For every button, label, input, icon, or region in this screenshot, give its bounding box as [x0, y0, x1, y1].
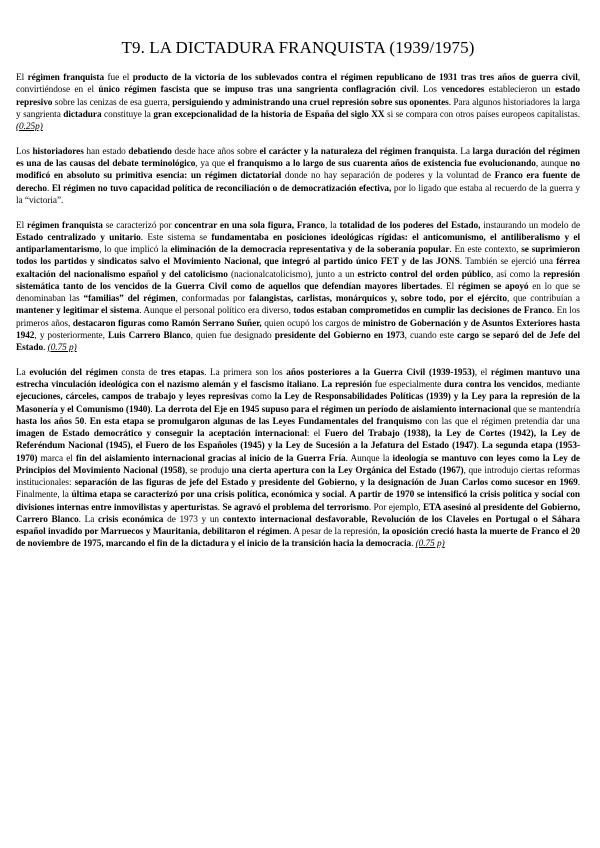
bold-text: eliminación de la democracia representativa y de la soberanía popular [170, 245, 450, 255]
bold-text: régimen franquista [27, 220, 103, 231]
text: . Los [416, 85, 442, 96]
paragraph-4 [16, 367, 580, 551]
text: . [316, 380, 322, 390]
text: , el [474, 367, 491, 378]
text: como [248, 392, 275, 403]
bold-text: producto de la victoria de los sublevados contra el régimen republicano de 1931 tras tres años de guerra civil [132, 73, 578, 83]
text: donde no hay separación de poderes y la voluntad de [281, 171, 495, 182]
bold-text: régimen franquista [27, 73, 105, 83]
bold-text: hasta los años 50 [16, 416, 85, 427]
bold-text: persiguiendo y administrando una cruel represión sobre sus oponentes [172, 97, 449, 108]
text: desde hace años sobre [171, 146, 260, 157]
text: . Por ejemplo, [368, 502, 423, 513]
bold-text: el franquismo a lo largo de sus cuarenta años de existencia fue evolucionando [227, 159, 536, 169]
text: , conformadas por [175, 294, 250, 304]
bold-text: Luis Carrero Blanco [108, 330, 191, 341]
text: que se mantendría [510, 404, 581, 415]
bold-text: La segunda etapa (1953-1970) [16, 441, 580, 464]
bold-text: A partir de 1970 se intensificó la crisis política y social con divisiones internas entre inmovilistas y aperturistas [16, 490, 581, 513]
bold-text: “familias” del régimen [83, 294, 176, 304]
text: La [16, 367, 30, 378]
text: . Aunque el personal político era diverso, [139, 306, 294, 317]
bold-text: la oposición creció hasta la muerte de Franco el 20 de noviembre de 1975, marcando el fin de la dictadura y el inicio de la transición hacia la democracia [16, 527, 581, 550]
bold-text: único régimen fascista que se impuso tras una sangrienta conflagración civil [98, 85, 417, 96]
text: . [43, 343, 48, 353]
text: . En este contexto, [449, 245, 522, 255]
text: . Para algunos historiadores la larga y sangrienta [16, 97, 580, 120]
text: marca el [37, 453, 76, 464]
text: , y posteriormente, [34, 330, 109, 341]
text: se caracterizó por [102, 220, 175, 231]
bold-text: contexto internacional desfavorable, Revolución de los Claveles en Portugal o el Sáhara español invadido por Marruecos y Mauritania, debilitaron el régimen [16, 514, 580, 537]
text: . La primera son los [204, 367, 287, 378]
text: El [16, 73, 28, 83]
document-title: T9. LA DICTADURA FRANQUISTA (1939/1975) [121, 38, 475, 57]
text: . El [440, 281, 458, 292]
text: : el [306, 429, 325, 439]
bold-text: Estado centralizado y unitario [16, 232, 141, 243]
bold-text: totalidad de los poderes del Estado, [339, 220, 481, 231]
text: por lo ligado que estaba al recuerdo de la guerra y la “victoria”. [16, 183, 580, 206]
text: . La [78, 514, 98, 525]
bold-text: represión sistemática tanto de los vencidos de la Guerra Civil como de aquellos que defendían mayores libertades [16, 269, 580, 292]
score-note: (0.75 p) [415, 539, 445, 550]
bold-text: cargo se separó del de Jefe del Estado [16, 330, 580, 353]
bold-text: tres etapas [160, 367, 205, 378]
text: , así como la [490, 269, 544, 280]
bold-text: estado represivo [16, 85, 581, 108]
text: , mediante [541, 380, 580, 390]
bold-text: régimen mantuvo una estrecha vinculación ideológica con el nazismo alemán y el fascismo italiano [16, 367, 580, 390]
bold-text: destacaron figuras como Ramón Serrano Suñer, [72, 318, 262, 329]
text: , lo que implicó la [99, 245, 171, 255]
document-body [16, 72, 580, 551]
text: . [84, 416, 90, 427]
text: , que contribuían a [506, 294, 580, 304]
text: consta de [117, 367, 161, 378]
text: , que introdujo ciertas reformas institucionales: [16, 465, 580, 488]
bold-text: debatiendo [128, 146, 172, 157]
bold-text: ideología se mantuvo con leyes como la Ley de Principios del Movimiento Nacional (1958) [16, 453, 581, 476]
bold-text: La derrota del Eje en 1945 supuso para el régimen un período de aislamiento internacional [155, 404, 511, 415]
text: sobre las cenizas de esa guerra, [52, 97, 173, 108]
bold-text: el carácter y la naturaleza del régimen franquista [259, 146, 456, 157]
text: . A pesar de la represión, [289, 527, 383, 537]
text: . También se ejerció una [459, 257, 557, 268]
bold-text: estricto control del orden público [357, 269, 491, 280]
bold-text: La represión [321, 380, 372, 390]
text: . [476, 441, 482, 452]
score-note: (0.75 p) [47, 343, 77, 353]
bold-text: años posteriores a la Guerra Civil (1939-1953) [286, 367, 475, 378]
bold-text: última etapa se caracterizó por una crisis política, económica y social [71, 490, 345, 501]
text: . [344, 490, 350, 501]
bold-text: separación de las figuras de jefe del Estado y presidente del Gobierno, y la designación de Juan Carlos como sucesor en 1969 [74, 478, 578, 488]
text: fue especialmente [371, 380, 444, 390]
text: , aunque [535, 159, 571, 169]
text: fue el [104, 73, 133, 83]
bold-text: Se agravó el problema del terrorismo [222, 502, 369, 513]
bold-text: no modificó en absoluto su primitiva esencia: un régimen dictatorial [16, 159, 580, 182]
bold-text: ministro de Gobernación y de Asuntos Exteriores hasta 1942 [16, 318, 580, 341]
bold-text: régimen se apoyó [457, 281, 529, 292]
text: con las que el régimen pretendía dar una [422, 416, 580, 427]
text: Los [16, 146, 33, 157]
bold-text: dictadura [63, 109, 102, 120]
bold-text: evolución del régimen [29, 367, 118, 378]
text: . Finalmente, la [16, 478, 580, 501]
bold-text: ETA asesinó al presidente del Gobierno, Carrero Blanco [16, 502, 580, 525]
text: . En los primeros años, [16, 306, 580, 329]
bold-text: una cierta apertura con la Ley Orgánica del Estado (1967) [231, 465, 464, 476]
text: (nacionalcatolicismo), junto a un [227, 269, 358, 280]
text: . [411, 539, 416, 550]
text: establecieron un [484, 85, 555, 96]
text: de 1973 y un [163, 514, 223, 525]
text: han estado [83, 146, 129, 157]
text: , cuando este [404, 330, 458, 341]
bold-text: dura contra los vencidos [443, 380, 542, 390]
text: , convirtiéndose en el [16, 73, 581, 96]
paragraph-1 [16, 72, 580, 133]
text: . [46, 183, 52, 194]
text: El [16, 220, 28, 231]
bold-text: larga duración del régimen es una de las causas del debate terminológico [16, 146, 580, 169]
score-note: (0.25p) [16, 122, 43, 132]
text: , quien fue designado [190, 330, 275, 341]
text: constituye la [101, 109, 154, 120]
bold-text: fin del aislamiento internacional gracias al inicio de la Guerra Fría [75, 453, 346, 464]
bold-text: gran excepcionalidad de la historia de España del siglo XX [153, 109, 385, 120]
bold-text: fundamentaba en posiciones ideológicas rígidas: el anticomunismo, el antiliberalismo y el antiparlamentarismo [16, 232, 580, 255]
text: quien ocupó los cargos de [261, 318, 363, 329]
bold-text: férrea exaltación del nacionalismo español y del catolicismo [16, 257, 580, 280]
bold-text: mantener y legitimar el sistema [16, 306, 140, 317]
text: en lo que se denominaban las [16, 281, 580, 304]
bold-text: ejecuciones, cárceles, campos de trabajo y leyes represivas [16, 392, 249, 403]
bold-text: historiadores [32, 146, 84, 157]
bold-text: todos estaban comprometidos en cumplir las decisiones de Franco [293, 306, 552, 317]
bold-text: En esta etapa se promulgaron algunas de las Leyes Fundamentales del franquismo [89, 416, 423, 427]
text: . Aunque la [345, 453, 393, 464]
text: instaurando un modelo de [480, 220, 581, 231]
text: , ya que [195, 159, 228, 169]
text: . Este sistema se [140, 232, 212, 243]
text: . [217, 502, 223, 513]
paragraph-2 [16, 146, 580, 207]
bold-text: concentrar en una sola figura, Franco [174, 220, 325, 231]
paragraph-3 [16, 220, 580, 355]
bold-text: la Ley de Responsabilidades Políticas (1939) y la Ley para la represión de la Masonería y el Comunismo (1940) [16, 392, 580, 415]
text: . [150, 404, 156, 415]
bold-text: crisis económica [97, 514, 164, 525]
text: si se compara con otros países europeos capitalistas. [384, 109, 580, 120]
bold-text: El régimen no tuvo capacidad política de reconciliación o de democratización efectiva, [51, 183, 392, 194]
text: , la [324, 220, 340, 231]
text: . La [455, 146, 473, 157]
text: , se produjo [185, 465, 232, 476]
bold-text: falangistas, carlistas, monárquicos y, sobre todo, por el ejército [249, 294, 507, 304]
bold-text: Franco era fuente de derecho [16, 171, 581, 194]
bold-text: vencedores [441, 85, 485, 96]
bold-text: Fuero del Trabajo (1938), la Ley de Cortes (1942), la Ley de Referéndum Nacional (1945), el Fuero de los Españoles (1945) y la Ley de Sucesión a la Jefatura del Estado (1947) [16, 429, 580, 452]
bold-text: presidente del Gobierno en 1973 [274, 330, 405, 341]
bold-text: se suprimieron todos los partidos y sindicatos salvo el Movimiento Nacional, que integró al partido único FET y de las JONS [16, 245, 580, 268]
bold-text: imagen de Estado democrático y conseguir la aceptación internacional [16, 429, 307, 439]
